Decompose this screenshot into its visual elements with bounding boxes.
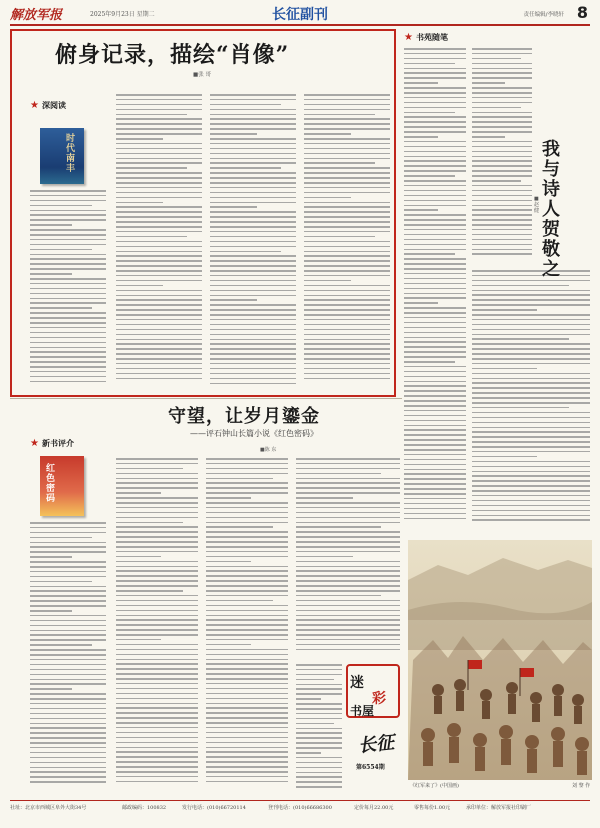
section-title: 长征副刊 [272,7,328,23]
right-article-title: 我与诗人贺敬之 [542,139,560,280]
book-cover-title: 红色密码 [46,464,56,504]
star-icon: ★ [30,438,39,449]
newspaper-logo: 解放军报 [10,8,63,23]
footer-print: 零售每份1.00元 [414,805,451,811]
text-column [30,190,106,390]
section-divider [10,398,402,399]
review-byline: ■陈 东 [260,447,277,453]
column-label-new-books: ★ 新书评介 [30,438,74,449]
footer-postcode: 邮政编码：100832 [122,805,167,811]
right-article-byline: ■赵 健 [534,196,540,214]
book-cover-image [40,128,84,184]
text-column [210,94,296,390]
column-stamp [346,664,400,718]
footer-address: 社址：北京市西城区阜外大街34号 [10,805,87,811]
footer-price: 定价每月22.00元 [354,805,394,811]
footer-phone: 发行电话：(010)66720114 [182,805,246,811]
issue-date: 2025年9月23日 星期二 [90,11,155,18]
book-cover-title: 时代南丰 [66,134,76,174]
feature-title: 俯身记录，描绘“肖像” [55,42,290,68]
issue-number: 第6554期 [356,764,385,771]
text-column [296,458,400,658]
stamp-char-2: 彩 [372,691,386,707]
page-number: 8 [576,3,588,22]
text-column [472,48,532,268]
star-icon: ★ [30,100,39,111]
column-label-book-notes: ★ 书苑随笔 [404,32,448,43]
artwork-painting [408,540,592,780]
review-title: 守望，让岁月鎏金 [168,406,320,427]
stamp-char-1: 迷 [350,675,364,691]
footer [10,800,590,812]
text-column [472,270,590,532]
text-column [30,522,106,794]
painting-artist: 刘 黎 作 [572,783,591,789]
painting-caption: 《红军来了》(中国画) [410,783,459,789]
column-label-deep-reading: ★ 深阅读 [30,100,66,111]
masthead [10,4,590,26]
text-column [296,664,342,794]
footer-registry: 登刊电话：(010)66686300 [268,805,332,811]
text-column [206,458,288,794]
text-column [404,48,466,528]
footer-printer: 承印单位：解放军报社印刷厂 [466,805,532,811]
painting-illustration [408,540,592,780]
feature-byline: ■张 哥 [193,72,211,78]
star-icon: ★ [404,32,413,43]
stamp-char-3: 书屋 [350,704,375,718]
editor-credit: 责任编辑/李晓轩 [523,12,564,18]
review-subtitle: ——评石钟山长篇小说《红色密码》 [190,429,318,438]
text-column [304,94,390,390]
calligraphy-signature: 长征 [357,732,396,757]
text-column [116,458,198,794]
book-cover-image [40,456,84,516]
text-column [116,94,202,390]
